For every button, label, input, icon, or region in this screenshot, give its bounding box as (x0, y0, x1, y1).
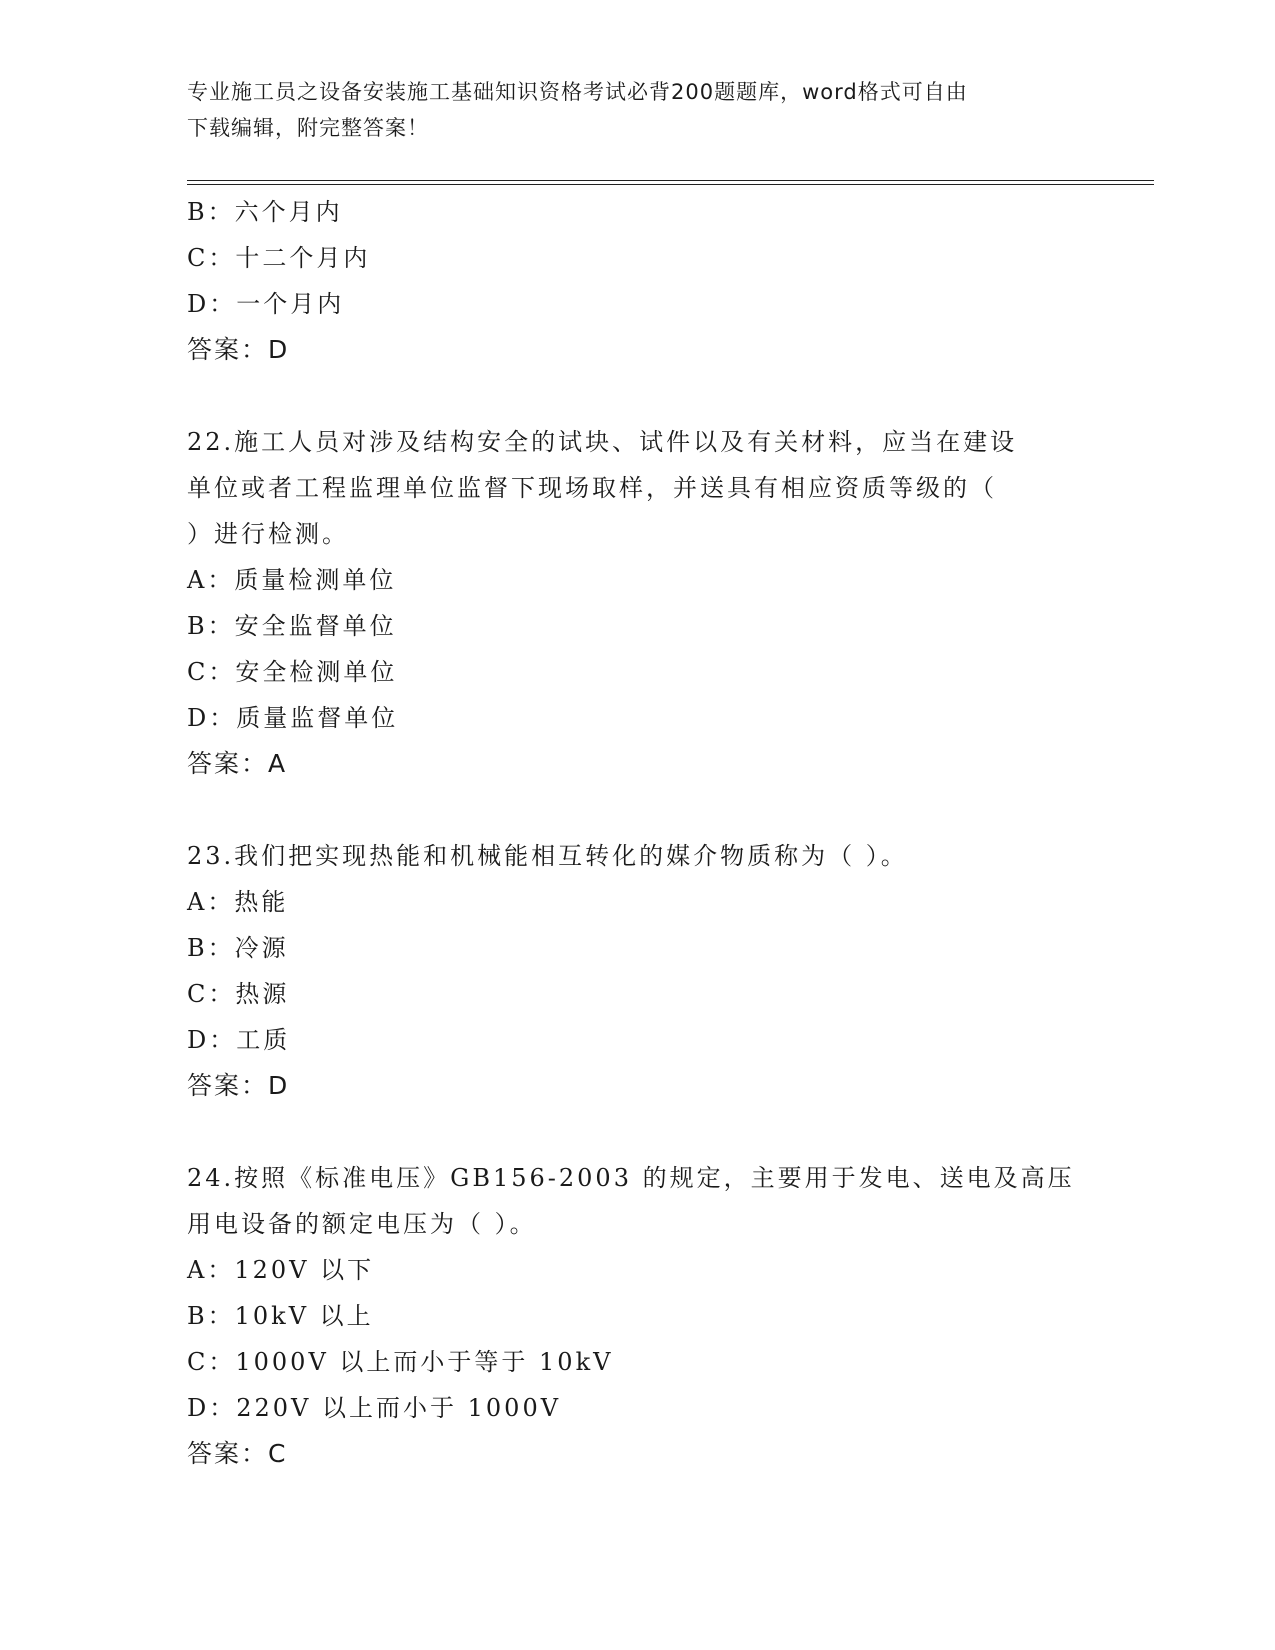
option-a: A：热能 (187, 888, 289, 916)
spacer (187, 787, 1087, 833)
question-list (187, 189, 1087, 1477)
header-divider (187, 180, 1154, 185)
document-header (187, 74, 1087, 146)
option-b: B：六个月内 (187, 198, 343, 226)
option-a: A：120V 以下 (187, 1256, 375, 1284)
question-stem-line: 22.施工人员对涉及结构安全的试块、试件以及有关材料，应当在建设 (187, 428, 1018, 456)
option-c: C：1000V 以上而小于等于 10kV (187, 1348, 614, 1376)
answer-line: 答案：A (187, 749, 288, 778)
question-22 (187, 419, 1087, 787)
header-line-1: 专业施工员之设备安装施工基础知识资格考试必背200题题库，word格式可自由 (187, 80, 968, 104)
option-d: D：一个月内 (187, 290, 345, 318)
header-line-2: 下载编辑，附完整答案！ (187, 116, 429, 140)
option-d: D：220V 以上而小于 1000V (187, 1394, 562, 1422)
option-d: D：工质 (187, 1026, 291, 1054)
question-23 (187, 833, 1087, 1109)
question-stem-line: 23.我们把实现热能和机械能相互转化的媒介物质称为（ ）。 (187, 842, 908, 870)
option-b: B：安全监督单位 (187, 612, 397, 640)
option-a: A：质量检测单位 (187, 566, 397, 594)
answer-line: 答案：D (187, 1071, 290, 1100)
answer-line: 答案：D (187, 335, 290, 364)
spacer (187, 373, 1087, 419)
question-stem-line: 24.按照《标准电压》GB156-2003 的规定，主要用于发电、送电及高压 (187, 1164, 1075, 1192)
option-d: D：质量监督单位 (187, 704, 399, 732)
option-b: B：冷源 (187, 934, 289, 962)
question-stem-line: 用电设备的额定电压为（ ）。 (187, 1210, 537, 1238)
question-21-continued (187, 189, 1087, 373)
question-stem-line: ）进行检测。 (187, 520, 349, 548)
option-b: B：10kV 以上 (187, 1302, 374, 1330)
answer-line: 答案：C (187, 1439, 288, 1468)
option-c: C：安全检测单位 (187, 658, 398, 686)
question-stem-line: 单位或者工程监理单位监督下现场取样，并送具有相应资质等级的（ (187, 474, 997, 502)
question-24 (187, 1155, 1087, 1477)
option-c: C：热源 (187, 980, 290, 1008)
option-c: C：十二个月内 (187, 244, 371, 272)
spacer (187, 1109, 1087, 1155)
